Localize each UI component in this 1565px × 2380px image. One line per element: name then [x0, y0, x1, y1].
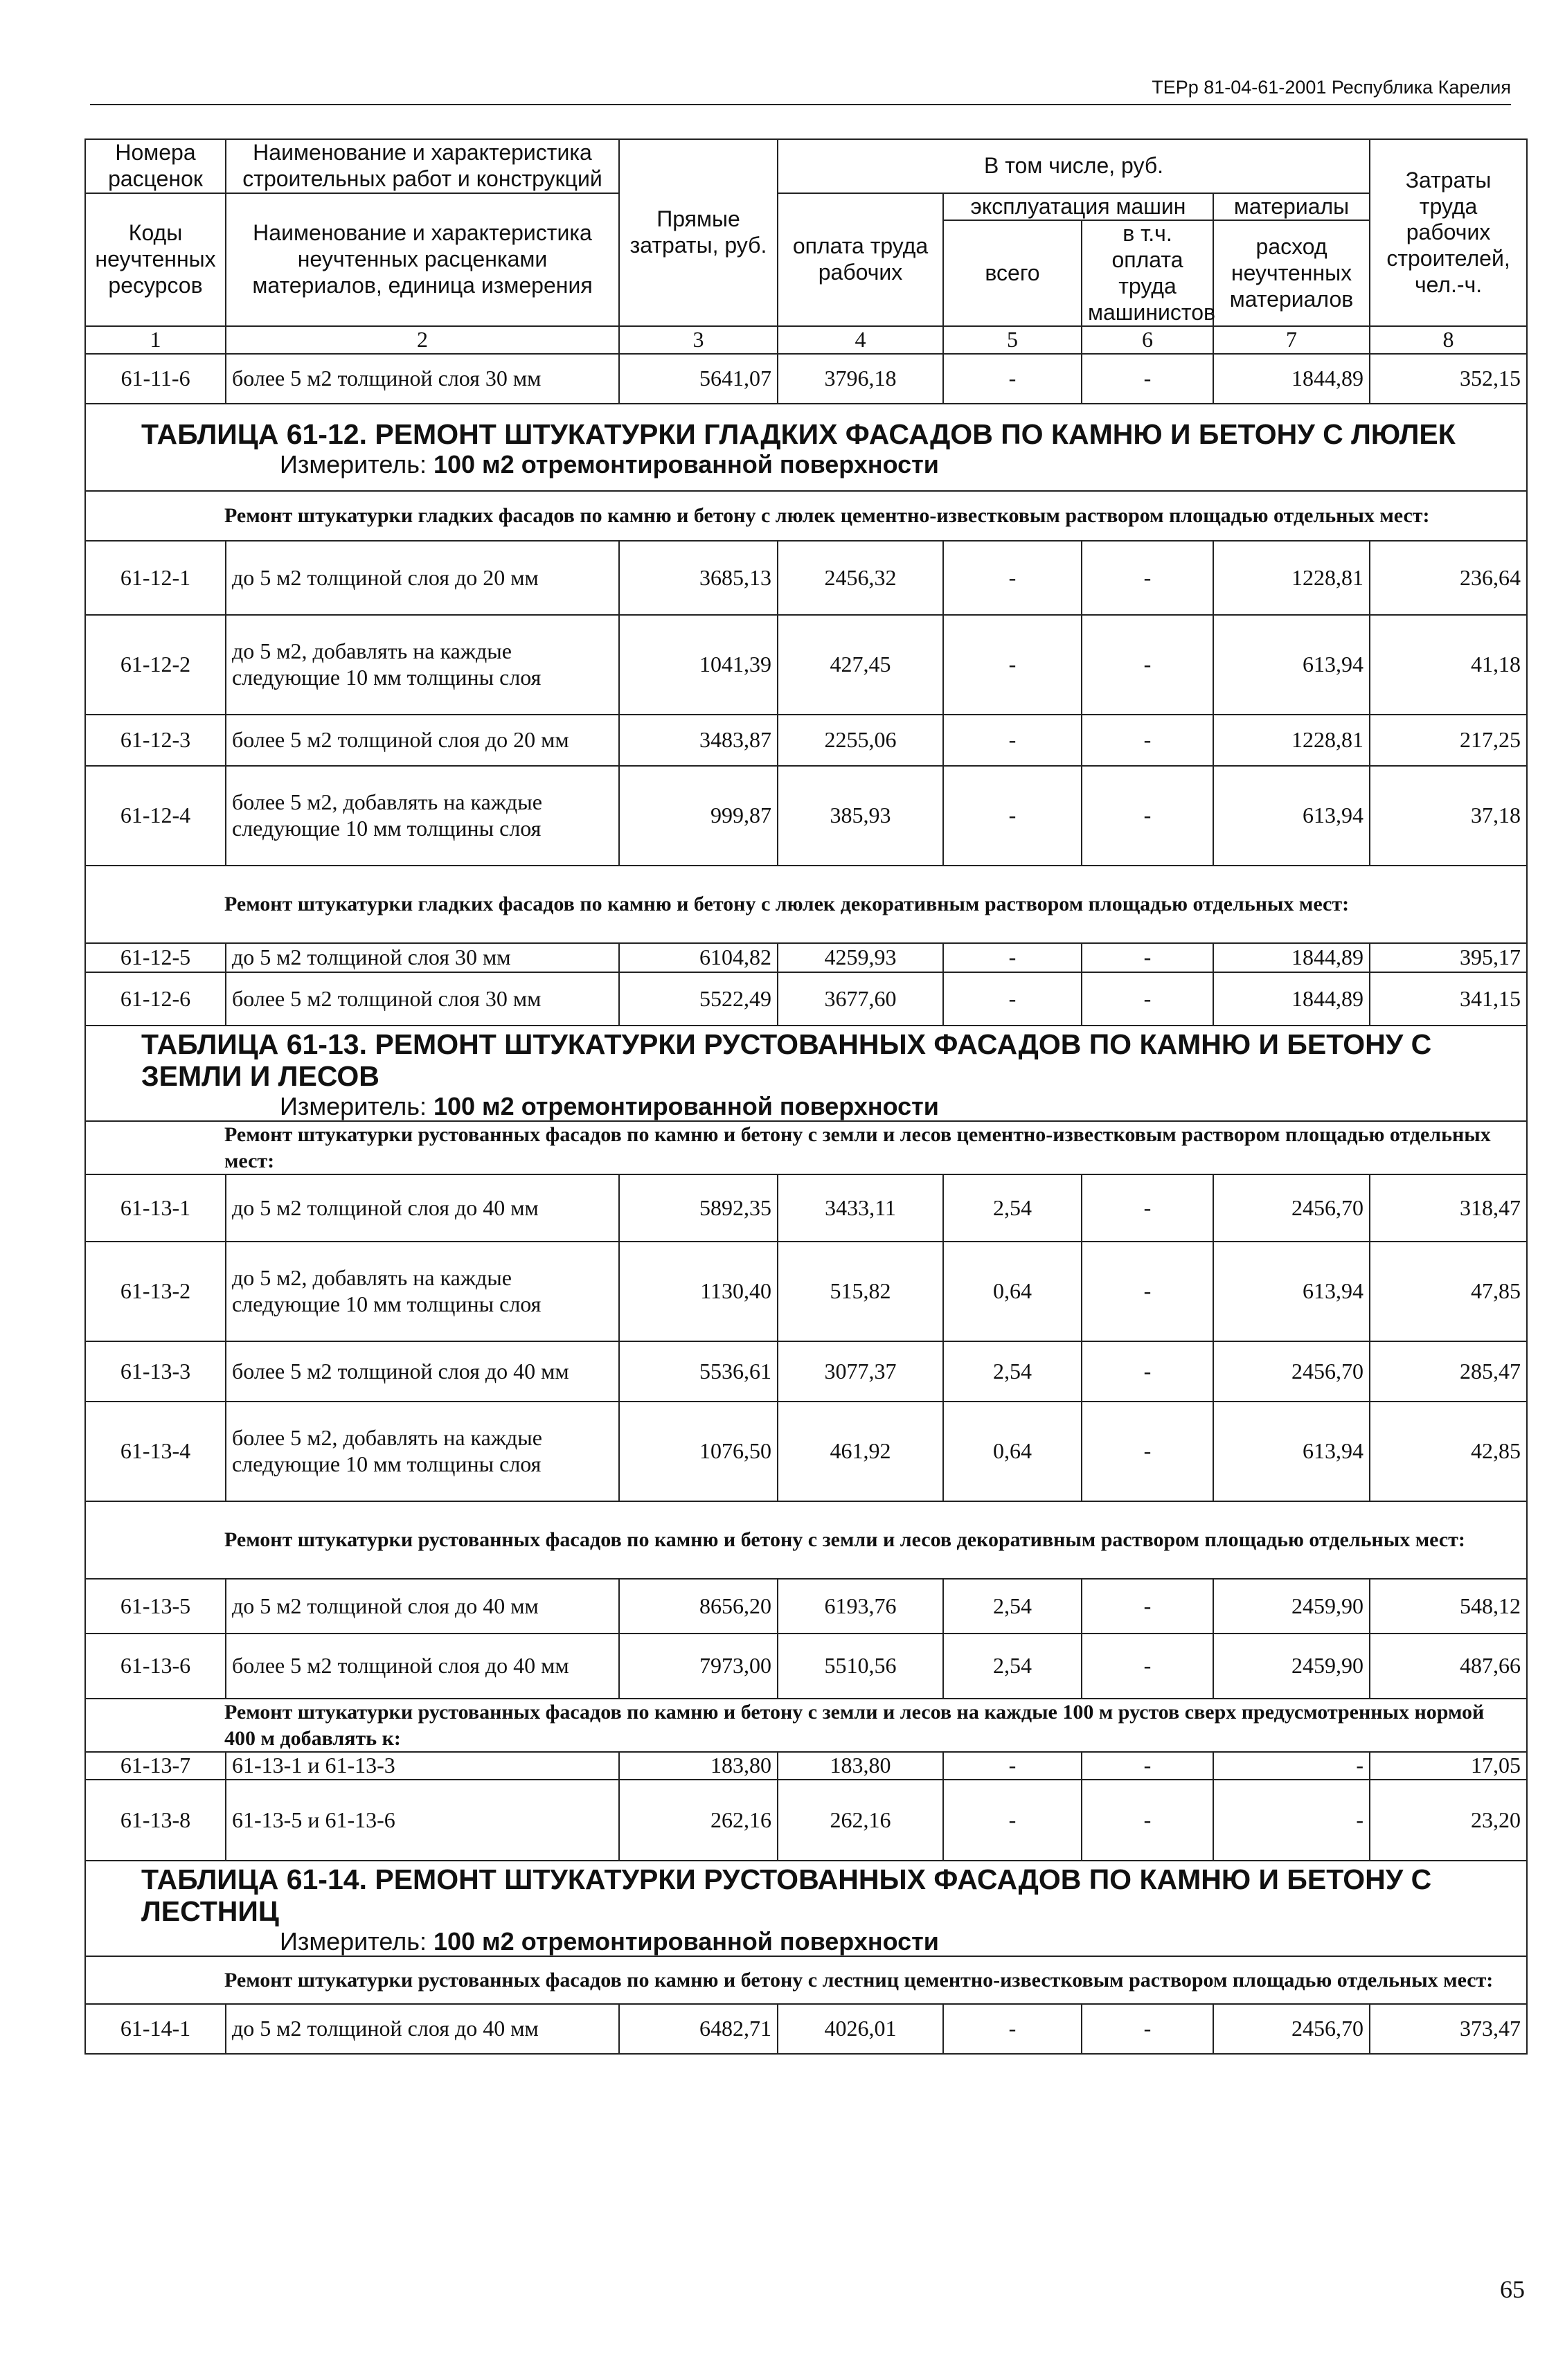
direct-costs: 999,87: [619, 766, 778, 866]
direct-costs: 1076,50: [619, 1402, 778, 1501]
materials-cost: -: [1213, 1752, 1370, 1780]
work-name: до 5 м2, добавлять на каждые следующие 10 мм толщины слоя: [226, 615, 619, 715]
direct-costs: 1130,40: [619, 1242, 778, 1341]
table-title-row: [85, 404, 1527, 491]
table-row: [85, 615, 1527, 715]
work-name: более 5 м2 толщиной слоя до 40 мм: [226, 1341, 619, 1402]
table-row: [85, 1752, 1527, 1780]
machines-total: -: [943, 766, 1082, 866]
direct-costs: 6482,71: [619, 2004, 778, 2054]
labor-pay: 427,45: [778, 615, 943, 715]
machines-labor: -: [1082, 615, 1213, 715]
labor-hours: 395,17: [1370, 943, 1527, 972]
machines-total: 0,64: [943, 1242, 1082, 1341]
table-row: [85, 1242, 1527, 1341]
materials-cost: 2456,70: [1213, 1341, 1370, 1402]
materials-cost: 1844,89: [1213, 354, 1370, 404]
section-heading: Ремонт штукатурки рустованных фасадов по камню и бетону с земли и лесов на каждые 100 м рустов сверх предусмотренных нормой 400 м добавлять к:: [85, 1699, 1527, 1752]
machines-total: -: [943, 354, 1082, 404]
direct-costs: 3685,13: [619, 541, 778, 615]
table-title-text: ТАБЛИЦА 61-12. РЕМОНТ ШТУКАТУРКИ ГЛАДКИХ ФАСАДОВ ПО КАМНЮ И БЕТОНУ С ЛЮЛЕК: [141, 418, 1456, 450]
section-heading: Ремонт штукатурки рустованных фасадов по камню и бетону с лестниц цементно-известковым раствором площадью отдельных мест:: [85, 1956, 1527, 2004]
rate-code: 61-13-3: [85, 1341, 226, 1402]
materials-cost: 1228,81: [1213, 715, 1370, 766]
rate-code: 61-11-6: [85, 354, 226, 404]
machines-total: 0,64: [943, 1402, 1082, 1501]
table-row: [85, 715, 1527, 766]
column-number: 7: [1213, 326, 1370, 354]
labor-pay: 3796,18: [778, 354, 943, 404]
measure-unit-label: Измеритель:: [280, 1091, 427, 1120]
rate-code: 61-12-6: [85, 972, 226, 1026]
header-materials-consumption: расход неучтенных материалов: [1213, 220, 1370, 326]
rate-code: 61-12-1: [85, 541, 226, 615]
section-heading: Ремонт штукатурки рустованных фасадов по камню и бетону с земли и лесов декоративным раствором площадью отдельных мест:: [85, 1501, 1527, 1579]
column-number: 1: [85, 326, 226, 354]
direct-costs: 5522,49: [619, 972, 778, 1026]
table-title: [85, 1861, 1527, 1956]
table-row: [85, 1341, 1527, 1402]
section-heading-row: [85, 1501, 1527, 1579]
column-number: 2: [226, 326, 619, 354]
measure-unit-value: 100 м2 отремонтированной поверхности: [433, 449, 939, 478]
header-direct-costs: Прямые затраты, руб.: [619, 139, 778, 326]
rate-code: 61-12-4: [85, 766, 226, 866]
materials-cost: 613,94: [1213, 766, 1370, 866]
table-row: [85, 1174, 1527, 1242]
table-row: [85, 1402, 1527, 1501]
labor-hours: 17,05: [1370, 1752, 1527, 1780]
rate-code: 61-13-2: [85, 1242, 226, 1341]
machines-labor: -: [1082, 541, 1213, 615]
header-materials: материалы: [1213, 193, 1370, 221]
machines-total: -: [943, 1780, 1082, 1861]
materials-cost: 1228,81: [1213, 541, 1370, 615]
header-machines: эксплуатация машин: [943, 193, 1213, 221]
materials-cost: 2456,70: [1213, 2004, 1370, 2054]
section-heading-row: [85, 1121, 1527, 1174]
rate-code: 61-13-5: [85, 1579, 226, 1634]
machines-total: -: [943, 615, 1082, 715]
section-heading: Ремонт штукатурки гладких фасадов по камню и бетону с люлек декоративным раствором площадью отдельных мест:: [85, 866, 1527, 943]
labor-hours: 41,18: [1370, 615, 1527, 715]
labor-pay: 461,92: [778, 1402, 943, 1501]
measure-unit: [141, 451, 1519, 478]
materials-cost: 2456,70: [1213, 1174, 1370, 1242]
labor-hours: 318,47: [1370, 1174, 1527, 1242]
header-resource-codes: Коды неучтенных ресурсов: [85, 193, 226, 327]
rate-code: 61-13-7: [85, 1752, 226, 1780]
labor-hours: 42,85: [1370, 1402, 1527, 1501]
labor-hours: 236,64: [1370, 541, 1527, 615]
machines-labor: -: [1082, 1242, 1213, 1341]
header-including: В том числе, руб.: [778, 139, 1370, 193]
section-heading-row: [85, 491, 1527, 541]
machines-labor: -: [1082, 766, 1213, 866]
direct-costs: 3483,87: [619, 715, 778, 766]
work-name: более 5 м2 толщиной слоя 30 мм: [226, 354, 619, 404]
table-title-row: [85, 1026, 1527, 1121]
table-body: [85, 139, 1527, 2054]
labor-hours: 548,12: [1370, 1579, 1527, 1634]
rate-code: 61-12-2: [85, 615, 226, 715]
work-name: до 5 м2 толщиной слоя до 20 мм: [226, 541, 619, 615]
header-materials-name: Наименование и характеристика неучтенных расценками материалов, единица измерения: [226, 193, 619, 327]
section-heading-row: [85, 1956, 1527, 2004]
direct-costs: 6104,82: [619, 943, 778, 972]
materials-cost: 1844,89: [1213, 943, 1370, 972]
direct-costs: 5536,61: [619, 1341, 778, 1402]
labor-hours: 352,15: [1370, 354, 1527, 404]
materials-cost: 2459,90: [1213, 1634, 1370, 1699]
table-row: [85, 972, 1527, 1026]
table-row: [85, 943, 1527, 972]
rate-code: 61-13-1: [85, 1174, 226, 1242]
header-row-1: [85, 139, 1527, 193]
header-labor-pay: оплата труда рабочих: [778, 193, 943, 327]
machines-total: 2,54: [943, 1634, 1082, 1699]
header-work-name: Наименование и характеристика строительных работ и конструкций: [226, 139, 619, 193]
table-title: [85, 1026, 1527, 1121]
measure-unit: [141, 1093, 1519, 1120]
machines-total: -: [943, 541, 1082, 615]
labor-pay: 5510,56: [778, 1634, 943, 1699]
labor-pay: 3077,37: [778, 1341, 943, 1402]
table-title-text: ТАБЛИЦА 61-13. РЕМОНТ ШТУКАТУРКИ РУСТОВАННЫХ ФАСАДОВ ПО КАМНЮ И БЕТОНУ С ЗЕМЛИ И ЛЕСОВ: [141, 1028, 1432, 1092]
table-row: [85, 1579, 1527, 1634]
machines-labor: -: [1082, 1174, 1213, 1242]
measure-unit: [141, 1928, 1519, 1956]
materials-cost: 613,94: [1213, 1402, 1370, 1501]
work-name: более 5 м2 толщиной слоя до 40 мм: [226, 1634, 619, 1699]
machines-labor: -: [1082, 1634, 1213, 1699]
direct-costs: 262,16: [619, 1780, 778, 1861]
machines-total: 2,54: [943, 1341, 1082, 1402]
labor-pay: 4026,01: [778, 2004, 943, 2054]
table-title-text: ТАБЛИЦА 61-14. РЕМОНТ ШТУКАТУРКИ РУСТОВАННЫХ ФАСАДОВ ПО КАМНЮ И БЕТОНУ С ЛЕСТНИЦ: [141, 1863, 1432, 1927]
labor-pay: 262,16: [778, 1780, 943, 1861]
labor-pay: 4259,93: [778, 943, 943, 972]
labor-hours: 373,47: [1370, 2004, 1527, 2054]
labor-hours: 217,25: [1370, 715, 1527, 766]
work-name: до 5 м2, добавлять на каждые следующие 10 мм толщины слоя: [226, 1242, 619, 1341]
labor-pay: 2456,32: [778, 541, 943, 615]
machines-labor: -: [1082, 1752, 1213, 1780]
work-name: до 5 м2 толщиной слоя до 40 мм: [226, 2004, 619, 2054]
direct-costs: 5641,07: [619, 354, 778, 404]
machines-total: -: [943, 1752, 1082, 1780]
materials-cost: 613,94: [1213, 615, 1370, 715]
machines-labor: -: [1082, 354, 1213, 404]
machines-labor: -: [1082, 1579, 1213, 1634]
work-name: более 5 м2, добавлять на каждые следующие 10 мм толщины слоя: [226, 766, 619, 866]
rate-code: 61-12-3: [85, 715, 226, 766]
measure-unit-label: Измеритель:: [280, 1926, 427, 1956]
rate-code: 61-13-4: [85, 1402, 226, 1501]
direct-costs: 183,80: [619, 1752, 778, 1780]
column-number: 8: [1370, 326, 1527, 354]
direct-costs: 8656,20: [619, 1579, 778, 1634]
materials-cost: 2459,90: [1213, 1579, 1370, 1634]
rate-code: 61-14-1: [85, 2004, 226, 2054]
section-heading-row: [85, 1699, 1527, 1752]
labor-hours: 23,20: [1370, 1780, 1527, 1861]
column-numbers-row: [85, 326, 1527, 354]
header-labor-costs: Затраты труда рабочих строителей, чел.-ч.: [1370, 139, 1527, 326]
table-row: [85, 541, 1527, 615]
work-name: 61-13-1 и 61-13-3: [226, 1752, 619, 1780]
machines-total: -: [943, 972, 1082, 1026]
labor-hours: 341,15: [1370, 972, 1527, 1026]
document-header: [90, 66, 1511, 105]
machines-total: -: [943, 943, 1082, 972]
materials-cost: 1844,89: [1213, 972, 1370, 1026]
direct-costs: 5892,35: [619, 1174, 778, 1242]
header-row-2: [85, 193, 1527, 221]
machines-labor: -: [1082, 1402, 1213, 1501]
labor-hours: 47,85: [1370, 1242, 1527, 1341]
table-row: [85, 766, 1527, 866]
header-machines-labor: в т.ч. оплата труда машинистов: [1082, 220, 1213, 326]
labor-pay: 2255,06: [778, 715, 943, 766]
table-title-row: [85, 1861, 1527, 1956]
table-row: [85, 1634, 1527, 1699]
page-number: 65: [1500, 2275, 1525, 2303]
labor-pay: 3677,60: [778, 972, 943, 1026]
work-name: более 5 м2, добавлять на каждые следующие 10 мм толщины слоя: [226, 1402, 619, 1501]
header-machines-total: всего: [943, 220, 1082, 326]
work-name: более 5 м2 толщиной слоя до 20 мм: [226, 715, 619, 766]
rate-code: 61-13-6: [85, 1634, 226, 1699]
labor-hours: 285,47: [1370, 1341, 1527, 1402]
labor-pay: 183,80: [778, 1752, 943, 1780]
direct-costs: 1041,39: [619, 615, 778, 715]
labor-pay: 515,82: [778, 1242, 943, 1341]
table-title: [85, 404, 1527, 491]
column-number: 5: [943, 326, 1082, 354]
header-rate-numbers: Номера расценок: [85, 139, 226, 193]
rates-table: [84, 138, 1528, 2055]
section-heading: Ремонт штукатурки рустованных фасадов по камню и бетону с земли и лесов цементно-известковым раствором площадью отдельных мест:: [85, 1121, 1527, 1174]
labor-pay: 3433,11: [778, 1174, 943, 1242]
machines-labor: -: [1082, 2004, 1213, 2054]
work-name: до 5 м2 толщиной слоя до 40 мм: [226, 1579, 619, 1634]
work-name: более 5 м2 толщиной слоя 30 мм: [226, 972, 619, 1026]
machines-labor: -: [1082, 943, 1213, 972]
section-heading-row: [85, 866, 1527, 943]
work-name: до 5 м2 толщиной слоя 30 мм: [226, 943, 619, 972]
column-number: 4: [778, 326, 943, 354]
work-name: 61-13-5 и 61-13-6: [226, 1780, 619, 1861]
machines-total: -: [943, 715, 1082, 766]
table-row: [85, 354, 1527, 404]
machines-labor: -: [1082, 715, 1213, 766]
measure-unit-value: 100 м2 отремонтированной поверхности: [433, 1091, 939, 1120]
labor-pay: 6193,76: [778, 1579, 943, 1634]
section-heading: Ремонт штукатурки гладких фасадов по камню и бетону с люлек цементно-известковым раствором площадью отдельных мест:: [85, 491, 1527, 541]
materials-cost: -: [1213, 1780, 1370, 1861]
machines-labor: -: [1082, 1341, 1213, 1402]
rate-code: 61-13-8: [85, 1780, 226, 1861]
column-number: 3: [619, 326, 778, 354]
machines-total: 2,54: [943, 1174, 1082, 1242]
machines-labor: -: [1082, 1780, 1213, 1861]
direct-costs: 7973,00: [619, 1634, 778, 1699]
measure-unit-label: Измеритель:: [280, 449, 427, 478]
machines-total: -: [943, 2004, 1082, 2054]
materials-cost: 613,94: [1213, 1242, 1370, 1341]
labor-hours: 487,66: [1370, 1634, 1527, 1699]
machines-total: 2,54: [943, 1579, 1082, 1634]
machines-labor: -: [1082, 972, 1213, 1026]
measure-unit-value: 100 м2 отремонтированной поверхности: [433, 1926, 939, 1956]
table-row: [85, 1780, 1527, 1861]
document-code: ТЕРр 81-04-61-2001 Республика Карелия: [1152, 77, 1511, 98]
column-number: 6: [1082, 326, 1213, 354]
rate-code: 61-12-5: [85, 943, 226, 972]
work-name: до 5 м2 толщиной слоя до 40 мм: [226, 1174, 619, 1242]
labor-pay: 385,93: [778, 766, 943, 866]
labor-hours: 37,18: [1370, 766, 1527, 866]
table-row: [85, 2004, 1527, 2054]
